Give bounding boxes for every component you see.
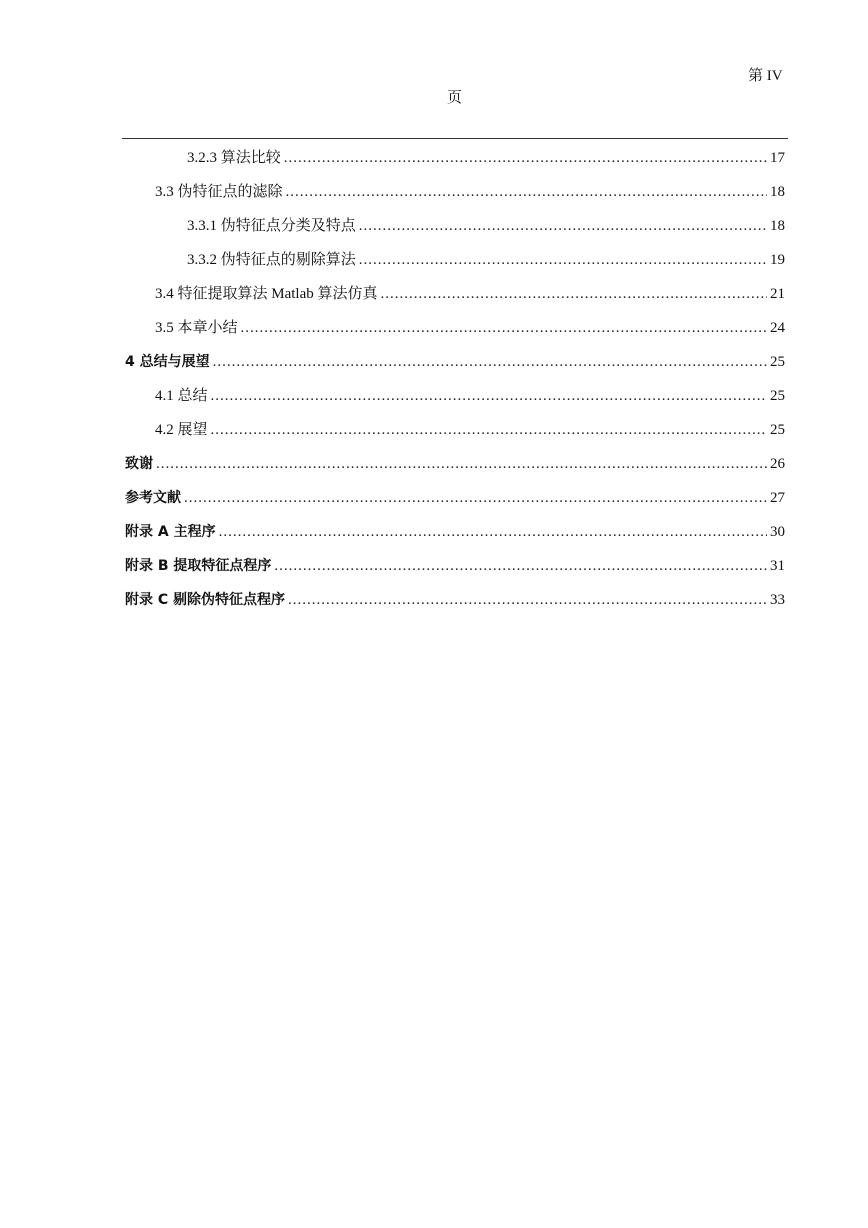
header-rule [122,138,788,139]
toc-entry[interactable] [125,486,785,510]
toc-dot-leader [381,282,768,306]
toc-entry-title: 4.2 展望 [155,422,208,438]
toc-entry-page: 17 [770,150,785,166]
toc-dot-leader [241,316,767,340]
toc-entry-title: 附录 B 提取特征点程序 [125,558,272,574]
toc-entry-page: 30 [770,524,785,540]
toc-entry-title: 3.3.2 伪特征点的剔除算法 [187,252,356,268]
toc-entry-title: 3.5 本章小结 [155,320,238,336]
toc-entry-title: 3.3 伪特征点的滤除 [155,184,283,200]
toc-entry-page: 25 [770,422,785,438]
toc-entry-page: 21 [770,286,785,302]
toc-entry-title: 4 总结与展望 [125,354,210,370]
toc-entry-page: 25 [770,388,785,404]
toc-entry[interactable] [125,350,785,374]
toc-dot-leader [288,588,767,612]
toc-dot-leader [184,486,767,510]
toc-entry-page: 24 [770,320,785,336]
toc-dot-leader [219,520,767,544]
toc-entry-title: 3.2.3 算法比较 [187,150,281,166]
toc-dot-leader [211,384,767,408]
toc-entry[interactable] [125,520,785,544]
toc-entry-page: 26 [770,456,785,472]
toc-entry-title: 3.4 特征提取算法 Matlab 算法仿真 [155,286,378,302]
toc-dot-leader [359,214,767,238]
toc-entry-title: 4.1 总结 [155,388,208,404]
toc-entry[interactable] [155,282,785,306]
toc-entry[interactable] [187,146,785,170]
toc-entry-page: 27 [770,490,785,506]
toc-entry[interactable] [155,316,785,340]
toc-dot-leader [286,180,767,204]
toc-dot-leader [211,418,767,442]
toc-entry-page: 33 [770,592,785,608]
toc-entry-page: 19 [770,252,785,268]
toc-entry[interactable] [155,384,785,408]
toc-entry[interactable] [155,180,785,204]
toc-entry[interactable] [155,418,785,442]
toc-entry[interactable] [125,554,785,578]
toc-entry-page: 18 [770,218,785,234]
toc-entry-title: 参考文献 [125,490,181,506]
page-number-label: 第 IV [748,68,783,84]
toc-entry[interactable] [187,248,785,272]
toc-entry-title: 致谢 [125,456,153,472]
toc-entry[interactable] [125,588,785,612]
toc-dot-leader [213,350,767,374]
toc-entry-page: 31 [770,558,785,574]
page-number-label-continued: 页 [447,90,463,106]
toc-entry-title: 3.3.1 伪特征点分类及特点 [187,218,356,234]
toc-dot-leader [156,452,767,476]
toc-entry[interactable] [125,452,785,476]
toc-entry-page: 18 [770,184,785,200]
toc-entry-title: 附录 A 主程序 [125,524,216,540]
toc-entry-title: 附录 C 剔除伪特征点程序 [125,592,286,608]
toc-entry[interactable] [187,214,785,238]
toc-dot-leader [284,146,767,170]
toc-entry-page: 25 [770,354,785,370]
toc-dot-leader [359,248,767,272]
toc-dot-leader [274,554,767,578]
